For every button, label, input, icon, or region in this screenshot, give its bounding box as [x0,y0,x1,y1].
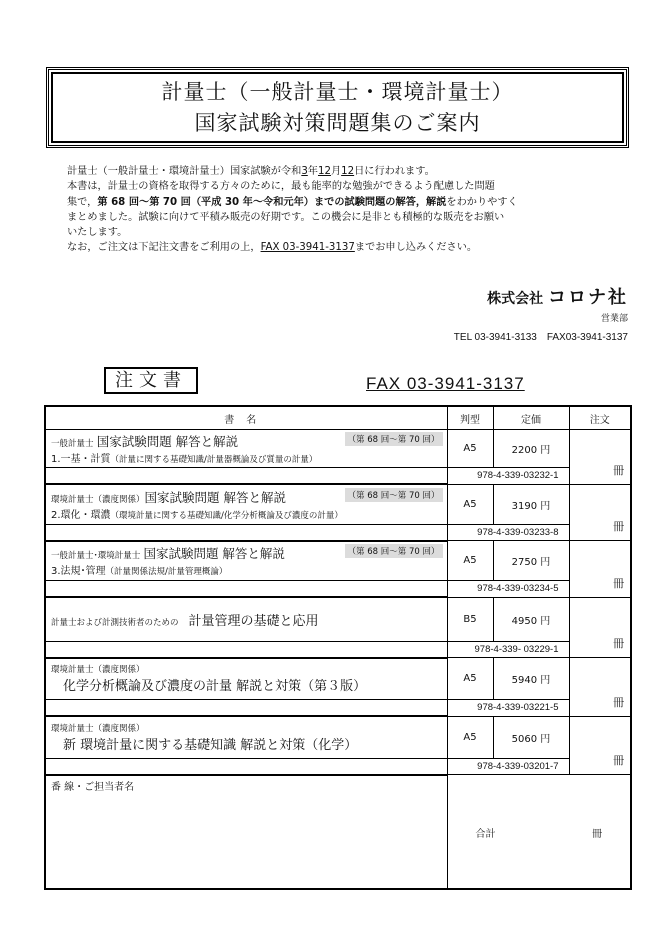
isbn-row [45,468,631,485]
book-prefix: 一般計量士 [51,439,94,449]
book-prefix: 環境計量士（濃度関係） [51,494,145,505]
qty-unit: 冊 [613,695,624,709]
qty-unit: 冊 [613,463,624,477]
book-sub-detail: （環境計量に関する基礎知識/化学分析概論及び濃度の計量） [110,510,343,521]
book-price: 5940 円 [493,658,569,700]
book-range: （第 68 回～第 70 回） [345,432,443,446]
book-price: 2750 円 [493,541,569,581]
intro-day: 12 [341,166,355,177]
book-format: A5 [447,541,493,581]
book-name: 新 環境計量に関する基礎知識 解説と対策（化学） [63,737,358,753]
header-format: 判型 [447,406,493,430]
title-box [46,67,629,148]
book-row [45,597,631,641]
book-desc [45,484,447,524]
book-isbn: 978-4-339-03233-8 [447,524,569,541]
book-range: （第 68 回～第 70 回） [345,488,443,502]
book-qty-cell[interactable] [569,658,631,717]
total-cell[interactable] [447,775,631,889]
qty-unit: 冊 [613,520,624,533]
book-prefix: 計量士および計測技術者のための [51,617,179,628]
order-fax-number: FAX 03-3941-3137 [366,374,525,393]
total-label: 合計 [475,829,496,840]
intro-fax: FAX 03-3941-3137 [260,242,355,254]
company-brand: コロナ社 [548,287,628,308]
intro-text [67,164,615,256]
book-isbn: 978-4-339- 03229-1 [447,641,569,658]
isbn-row [45,641,631,658]
book-row [45,484,631,524]
book-sub: 2.環化・環濃 [51,509,111,521]
intro-month: 12 [317,166,331,177]
book-desc [45,597,447,641]
book-sub: 3.法規･管理 [51,566,106,578]
company-dept: 営業部 [600,314,628,324]
isbn-row [45,581,631,598]
book-name: 国家試験問題 解答と解説 [96,434,239,449]
book-qty-cell[interactable] [569,484,631,541]
book-desc [45,658,447,700]
title-line-1: 計量士（一般計量士・環境計量士） [161,79,514,104]
book-row [45,658,631,700]
title-line-2: 国家試験対策問題集のご案内 [194,110,481,135]
intro-text-part: 年 [307,166,318,177]
book-qty-cell[interactable] [569,430,631,485]
intro-text-part: 計量士（一般計量士・環境計量士）国家試験が令和 [67,166,302,177]
intro-line-5: いたします。 [67,227,128,239]
isbn-row [45,758,631,775]
book-qty-cell[interactable] [569,716,631,775]
book-prefix: 環境計量士（濃度関係） [51,665,145,676]
book-format: A5 [447,430,493,468]
order-form-title: 注文書 [104,367,198,394]
qty-unit: 冊 [613,637,624,650]
book-row [45,716,631,758]
isbn-row [45,700,631,717]
book-row [45,541,631,581]
book-desc [45,430,447,468]
book-range: （第 68 回～第 70 回） [345,544,443,558]
book-desc [45,541,447,581]
intro-text-part: 集で， [67,196,98,208]
order-table [44,405,632,890]
book-qty-cell[interactable] [569,541,631,598]
notes-row [45,775,631,889]
notes-cell[interactable] [45,775,447,889]
book-price: 4950 円 [493,597,569,641]
company-info [454,283,628,343]
book-row [45,430,631,468]
intro-text-part: 日に行われます。 [354,166,435,177]
book-sub: 1.一基・計質 [51,454,111,465]
company-tel: TEL 03-3941-3133 FAX03-3941-3137 [453,332,628,343]
intro-bold-range: 第 68 回～第 70 回（平成 30 年～令和元年）までの試験問題の解答，解説 [97,196,447,208]
book-name: 国家試験問題 解答と解説 [144,489,286,505]
book-format: B5 [447,597,493,641]
book-desc [45,716,447,758]
book-price: 3190 円 [493,484,569,524]
company-prefix: 株式会社 [487,291,544,307]
intro-text-part: までお申し込みください。 [354,242,478,254]
book-name: 化学分析概論及び濃度の計量 解説と対策（第３版） [63,679,367,695]
total-unit: 冊 [592,829,602,840]
notes-label: 番 線・ご担当者名 [51,781,135,793]
qty-unit: 冊 [613,754,624,767]
intro-text-part: をわかりやすく [446,196,518,208]
header-price: 定価 [493,406,569,430]
intro-year: 3 [301,166,308,177]
qty-unit: 冊 [613,576,624,590]
header-book-name: 書名 [45,406,447,430]
isbn-row [45,524,631,541]
book-prefix: 一般計量士･環境計量士 [51,551,141,562]
order-header-row [45,406,631,430]
book-price: 5060 円 [493,716,569,758]
book-format: A5 [447,716,493,758]
intro-line-4: まとめました。試験に向けて平積み販売の好期です。この機会に是非とも積極的な販売をお願い [67,211,505,223]
book-isbn: 978-4-339-03234-5 [447,581,569,598]
book-isbn: 978-4-339-03221-5 [447,700,569,717]
intro-line-2: 本書は，計量士の資格を取得する方々のために，最も能率的な勉強ができるよう配慮した問題 [67,181,495,193]
book-isbn: 978-4-339-03232-1 [447,468,569,485]
book-format: A5 [447,658,493,700]
book-isbn: 978-4-339-03201-7 [447,758,569,775]
book-qty-cell[interactable] [569,597,631,658]
book-sub-detail: （計量に関する基礎知識/計量器概論及び質量の計量） [110,455,318,465]
header-order: 注文 [569,406,631,430]
intro-text-part: 月 [330,166,342,177]
book-price: 2200 円 [493,430,569,468]
book-prefix: 環境計量士（濃度関係） [51,723,145,734]
book-sub-detail: （計量関係法規/計量管理概論） [105,567,228,578]
intro-text-part: なお，ご注文は下記注文書をご利用の上， [67,242,261,254]
book-format: A5 [447,484,493,524]
book-name: 計量管理の基礎と応用 [188,613,319,629]
book-name: 国家試験問題 解答と解説 [143,546,285,562]
